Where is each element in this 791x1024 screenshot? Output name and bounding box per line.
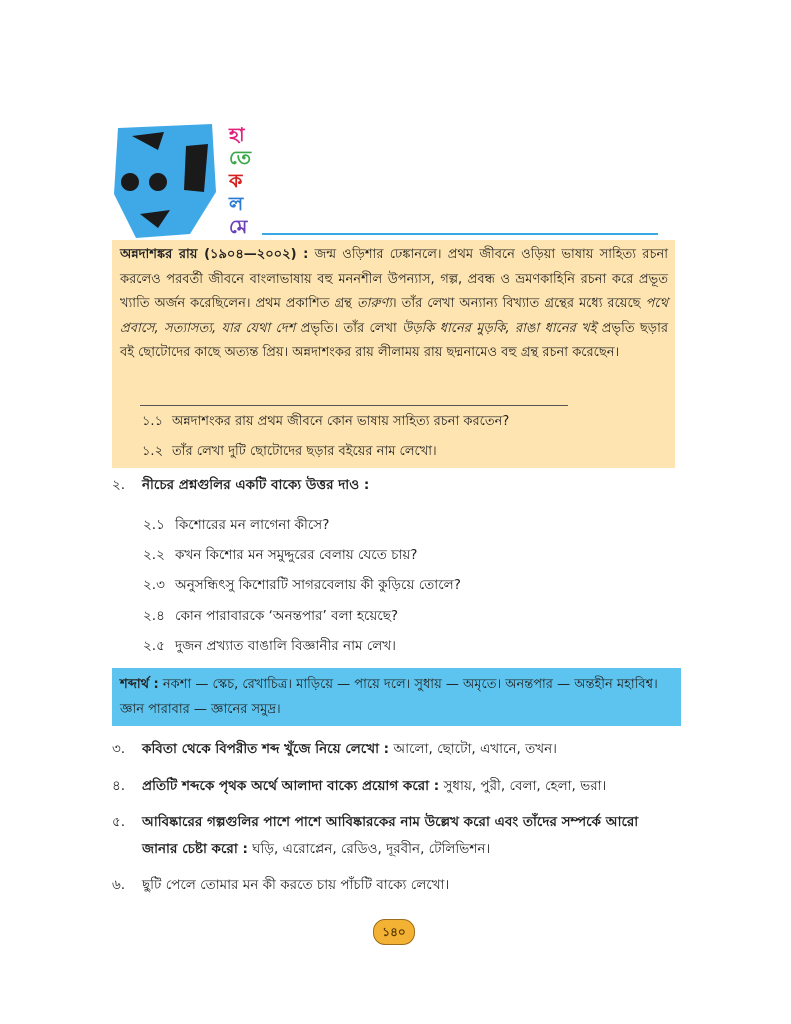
section-number: ৪. [112,778,126,794]
bio-question [142,412,509,433]
bio-segment: জন্ম ওড়িশার ঢেঙ্কানলে। প্রথম জীবনে ওড়িয়া ভাষায় সাহিত্য রচনা করলেও পরবর্তী জীবনে বাংলাভাষায় বহু মননশীল উপন্যাস, গল্প, প্রবন্ধ ও ভ্রমণকাহিনি রচনা করে প্রভূত খ্যাতি অর্জন করেছিলেন। প্রথম প্রকাশিত গ্রন্থ [120,247,668,311]
glossary-content: নকশা — স্কেচ, রেখাচিত্র। মাড়িয়ে — পায়ে দলে। সুধায় — অমৃতে। অনন্তপার — অন্তহীন মহাবিশ্ব। জ্ঞান পারাবার — জ্ঞানের সমুদ্র। [120,677,658,717]
page-number: ১৪০ [373,919,415,945]
bio-segment: প্রভৃতি ছড়ার বই ছোটোদের কাছে অত্যন্ত প্রিয়। অন্নদাশংকর রায় লীলাময় রায় ছদ্মনামেও বহু গ্রন্থ রচনা করেছেন। [120,320,668,360]
section-title: আবিষ্কারের গল্পগুলির পাশে পাশে আবিষ্কারকের নাম উল্লেখ করো এবং তাঁদের সম্পর্কে আরো [142,814,639,830]
header-letter: তে [229,147,251,169]
section-title: কবিতা থেকে বিপরীত শব্দ খুঁজে নিয়ে লেখো : [142,741,390,757]
question-item [143,574,461,597]
header-title-letters [229,124,259,239]
question-text: কখন কিশোর মন সমুদ্দুরের বেলায় যেতে চায়? [175,547,418,563]
question-item [143,635,396,658]
mask-nose [184,144,208,192]
header-letter: হা [229,124,245,146]
question-number: ২.৪ [143,608,165,624]
question-item [143,514,329,537]
book-title: পথে প্রবাসে, সত্যাসত্য, যার যেথা দেশ [120,296,668,336]
hate-kolome-logo [112,122,224,240]
book-title: উড়কি ধানের মুড়কি, রাঙা ধানের খই [402,320,597,336]
question-text: তাঁর লেখা দুটি ছোটোদের ছড়ার বইয়ের নাম লেখো। [172,444,437,459]
section-number: ৫. [112,814,126,830]
header-letter: মে [229,216,248,238]
question-number: ২.১ [143,517,165,533]
section-5-continued [142,838,490,861]
section-text: সুধায়, পুরী, বেলা, হেলা, ভরা। [439,778,607,794]
header-letter: ক [229,170,243,192]
mask-eye-right [149,173,167,191]
book-title: তারুণ্য [356,296,392,311]
bio-divider [140,405,568,406]
section-text: ছুটি পেলে তোমার মন কী করতে চায় পাঁচটি বাক্যে লেখো। [142,877,450,893]
author-bio-text [120,243,668,366]
section-title: প্রতিটি শব্দকে পৃথক অর্থে আলাদা বাক্যে প্রয়োগ করো : [142,778,440,794]
question-item [143,605,398,628]
glossary-label: শব্দার্থ : [120,677,159,692]
bio-segment: । তাঁর লেখা অন্যান্য বিখ্যাত গ্রন্থের মধ্যে রয়েছে [391,296,646,311]
section-text: আলো, ছোটো, এখানে, তখন। [389,741,557,757]
question-number: ২.৩ [143,577,165,593]
question-item [143,544,417,567]
question-text: কিশোরের মন লাগেনা কীসে? [175,517,330,533]
question-text: অনুসন্ধিৎসু কিশোরটি সাগরবেলায় কী কুড়িয়ে তোলে? [175,577,461,593]
question-number: ১.১ [142,414,164,429]
section-number: ৬. [112,877,126,893]
section-text: ঘড়ি, এরোপ্লেন, রেডিও, দূরবীন, টেলিভিশন। [247,841,491,857]
question-number: ২.৫ [143,638,165,654]
section-number: ২. [112,477,126,493]
question-text: দুজন প্রখ্যাত বাঙালি বিজ্ঞানীর নাম লেখ। [175,638,397,654]
section-title-continued: জানার চেষ্টা করো : [142,841,248,857]
question-number: ২.২ [143,547,165,563]
mask-eye-left [121,173,139,191]
question-number: ১.২ [142,444,164,459]
author-name: অন্নদাশঙ্কর রায় (১৯০৪—২০০২) : [120,247,309,262]
section-title: নীচের প্রশ্নগুলির একটি বাক্যে উত্তর দাও : [142,477,370,493]
bio-segment: প্রভৃতি। তাঁর লেখা [295,320,403,336]
header-letter: ল [229,193,244,215]
glossary-text [120,672,672,722]
bio-question [142,442,437,463]
question-text: অন্নদাশংকর রায় প্রথম জীবনে কোন ভাষায় সাহিত্য রচনা করতেন? [172,414,510,429]
header-rule [262,233,658,235]
question-text: কোন পারাবারকে ‘অনন্তপার’ বলা হয়েছে? [175,608,399,624]
section-number: ৩. [112,741,126,757]
